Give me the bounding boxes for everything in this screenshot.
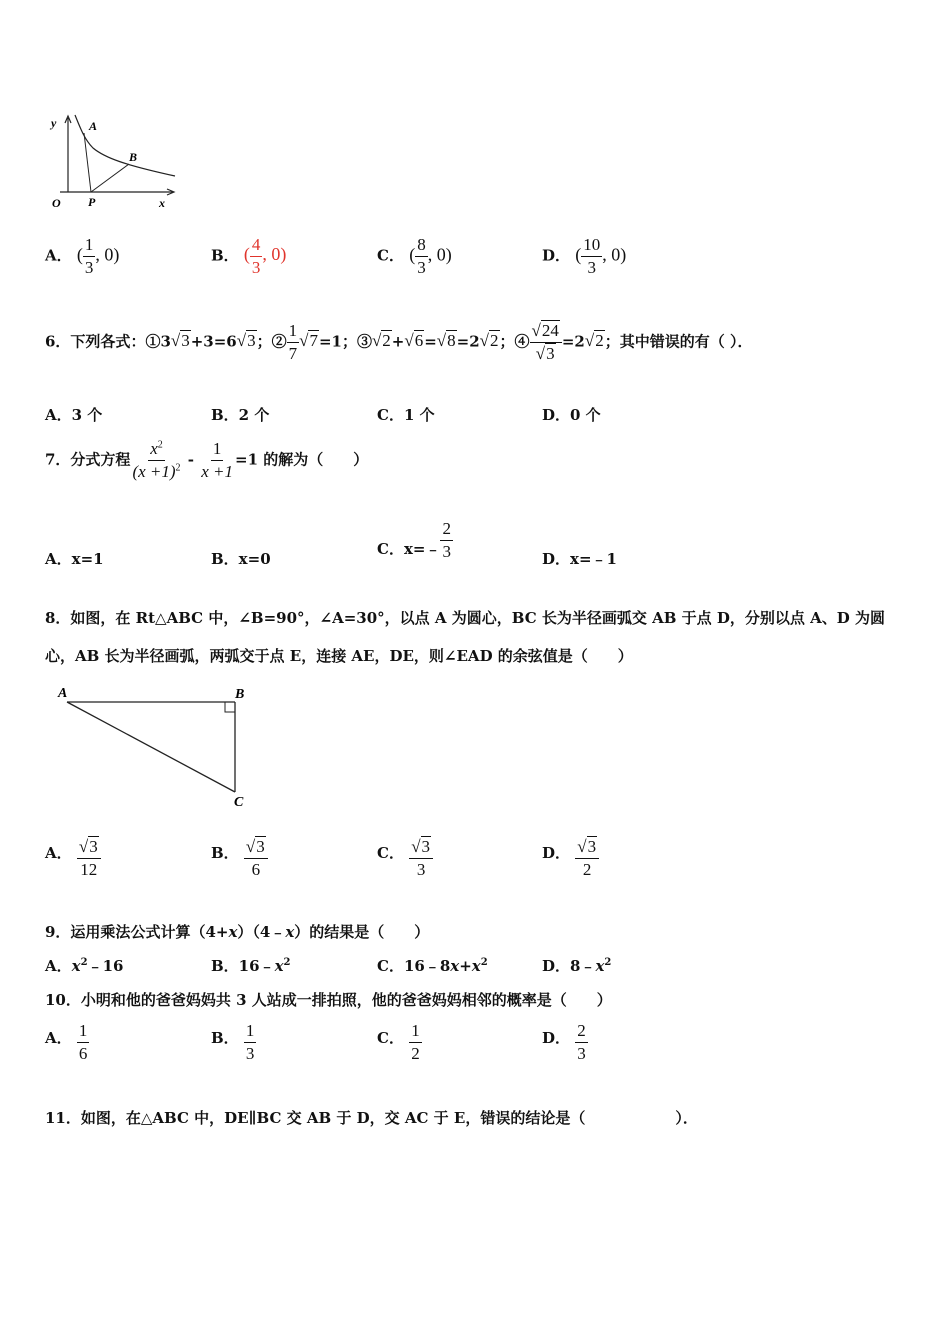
- fraction: $\frac{√3}{3}$: [409, 838, 433, 879]
- q7-stem: 7．分式方程 $\frac{x^2}{(x +1)^2}$ - $\frac{1}{x +1}$ =1 的解为（ ）: [45, 439, 369, 481]
- option-label: D．: [542, 246, 571, 265]
- q9-stem: 9．运用乘法公式计算（4+x）（4﹣x）的结果是（ ）: [45, 923, 430, 941]
- q10-option-c[interactable]: C． $\frac{1}{2}$: [377, 1021, 420, 1063]
- q5-graph: [45, 110, 185, 215]
- q7-option-d[interactable]: D．x=﹣1: [542, 550, 617, 568]
- label-a: A: [58, 686, 68, 701]
- q8-triangle-figure: [55, 682, 255, 812]
- tail: , 0): [602, 244, 627, 265]
- tail: , 0): [427, 244, 452, 265]
- tail: , 0): [95, 244, 120, 265]
- tail: , 0): [262, 244, 287, 265]
- q8-option-c[interactable]: C． $\frac{√3}{3}$: [377, 838, 433, 879]
- option-label: B．: [211, 246, 239, 265]
- open-paren: (: [575, 244, 582, 265]
- q6-fraction-1-7: $\frac{1}{7}$: [288, 321, 298, 363]
- right-angle-mark: [225, 702, 235, 712]
- q11-stem: 11．如图，在△ABC 中，DE∥BC 交 AB 于 D，交 AC 于 E，错误的结论是（ ）．: [45, 1109, 698, 1127]
- q5-option-a[interactable]: [45, 236, 119, 277]
- q7-fraction-1: $\frac{x^2}{(x +1)^2}$: [132, 439, 181, 481]
- fraction: $\frac{4}{3}$: [251, 235, 261, 277]
- open-paren: (: [409, 244, 416, 265]
- q5-option-d[interactable]: [542, 236, 626, 277]
- q10-stem: 10．小明和他的爸爸妈妈共 3 人站成一排拍照，他的爸爸妈妈相邻的概率是（ ）: [45, 991, 612, 1009]
- label-x: x: [159, 196, 165, 210]
- q8-line-2: 心，AB 长为半径画弧，两弧交于点 E，连接 AE，DE，则∠EAD 的余弦值是（ ）: [45, 647, 633, 665]
- fraction: $\frac{√3}{12}$: [77, 838, 101, 879]
- q10-option-a[interactable]: A． $\frac{1}{6}$: [45, 1021, 88, 1063]
- option-label: A．: [45, 246, 72, 265]
- fraction: $\frac{8}{3}$: [417, 235, 426, 277]
- option-label: C．: [377, 246, 404, 265]
- q6-fraction-24-3: $\frac{√24}{√3}$: [530, 322, 562, 363]
- q6-option-c[interactable]: C．1 个: [377, 406, 435, 424]
- q6-option-b[interactable]: B．2 个: [211, 406, 270, 424]
- fraction: $\frac{10}{3}$: [583, 235, 601, 277]
- fraction: $\frac{1}{6}$: [78, 1021, 88, 1063]
- q5-option-b[interactable]: [211, 236, 286, 277]
- q7-option-b[interactable]: B．x=0: [211, 550, 271, 568]
- q5-option-c[interactable]: [377, 236, 452, 277]
- q8-line-1: 8．如图，在 Rt△ABC 中，∠B=90°，∠A=30°，以点 A 为圆心，BC 长为半径画弧交 AB 于点 D，分别以点 A、D 为圆: [45, 609, 885, 627]
- q8-option-d[interactable]: D． $\frac{√3}{2}$: [542, 838, 599, 879]
- fraction: $\frac{1}{2}$: [411, 1021, 420, 1063]
- label-b: B: [129, 150, 138, 164]
- q9-option-b[interactable]: B．$16﹣x^2$: [211, 957, 291, 975]
- label-b: B: [235, 687, 245, 702]
- side-ac: [67, 702, 235, 792]
- label-y: y: [51, 116, 57, 130]
- fraction: $\frac{1}{3}$: [84, 235, 94, 277]
- open-paren: (: [243, 244, 250, 265]
- q7-option-a[interactable]: A．x=1: [45, 550, 104, 568]
- label-a: A: [89, 119, 98, 133]
- q10-option-b[interactable]: B． $\frac{1}{3}$: [211, 1021, 255, 1063]
- q9-option-c[interactable]: C．$16﹣8x+x^2$: [377, 957, 488, 975]
- q7-option-c[interactable]: C．x=﹣ $\frac{2}{3}$: [377, 519, 451, 561]
- q6-option-d[interactable]: D．0 个: [542, 406, 601, 424]
- fraction: $\frac{2}{3}$: [442, 519, 451, 561]
- q7-fraction-2: $\frac{1}{x +1}$: [201, 439, 234, 481]
- fraction: $\frac{√3}{6}$: [244, 838, 268, 879]
- label-o: O: [52, 196, 61, 210]
- fraction: $\frac{√3}{2}$: [575, 838, 599, 879]
- segment-pb: [91, 164, 129, 192]
- q8-option-b[interactable]: B． $\frac{√3}{6}$: [211, 838, 268, 879]
- q9-option-d[interactable]: D．$8﹣x^2$: [542, 957, 612, 975]
- fraction: $\frac{1}{3}$: [245, 1021, 255, 1063]
- q6-option-a[interactable]: A．3 个: [45, 406, 103, 424]
- open-paren: (: [76, 244, 83, 265]
- label-c: C: [234, 795, 244, 810]
- q6-stem: 6．下列各式：①3√3+3=6√3；② $\frac{1}{7}$ √7=1；③√2+√6=√8=2√2；④ $\frac{√24}{√3}$ =2√2；其中错误的有（ ）．: [45, 321, 753, 363]
- fraction: $\frac{2}{3}$: [577, 1021, 586, 1063]
- label-p: P: [88, 195, 96, 209]
- q8-option-a[interactable]: A． $\frac{√3}{12}$: [45, 838, 101, 879]
- q9-option-a[interactable]: A．$x^2﹣16$: [45, 957, 124, 975]
- q10-option-d[interactable]: D． $\frac{2}{3}$: [542, 1021, 586, 1063]
